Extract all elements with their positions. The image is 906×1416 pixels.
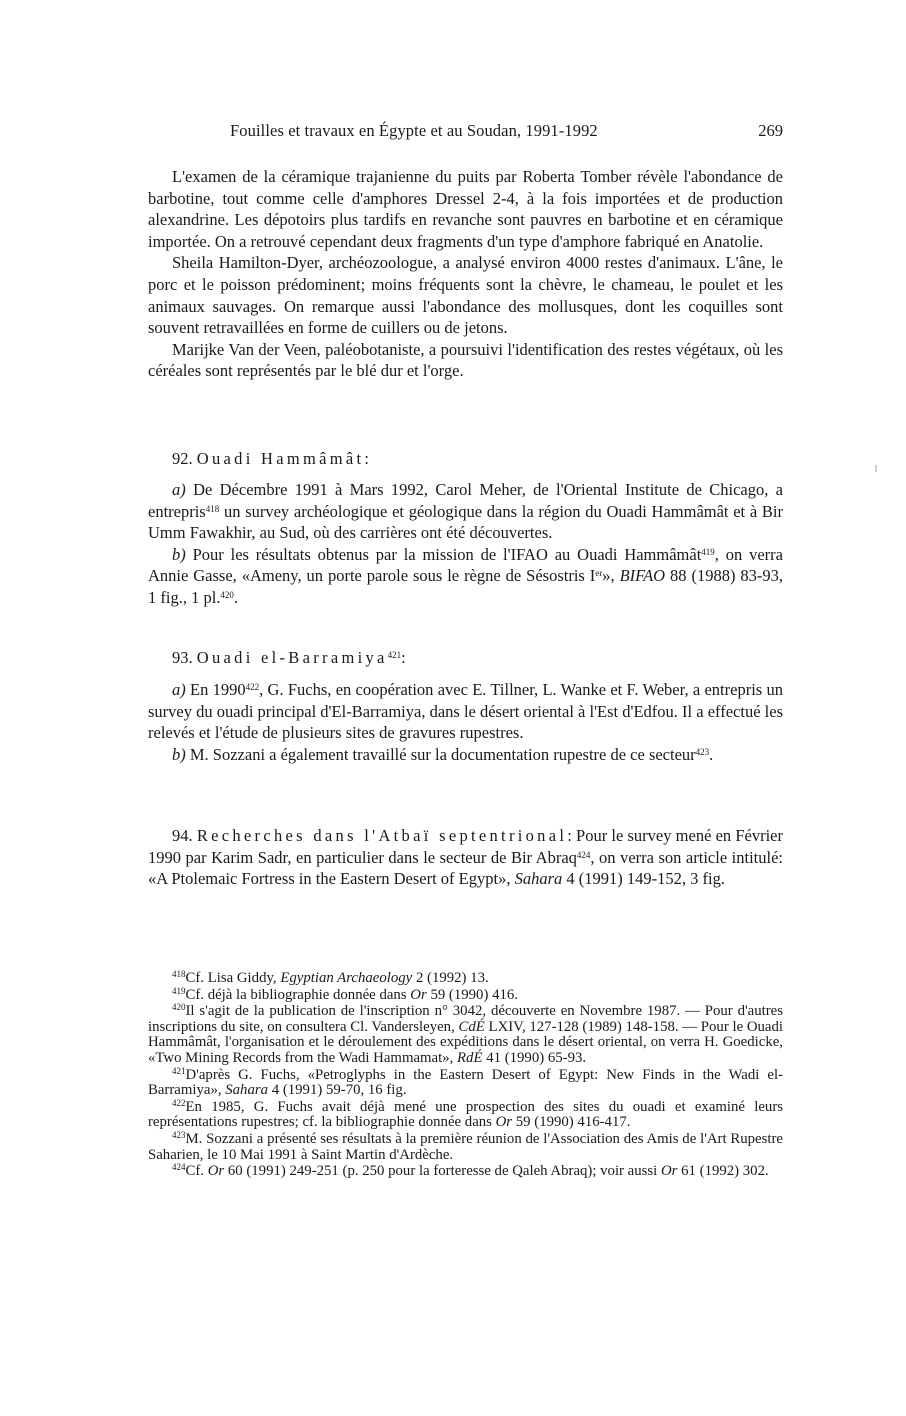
footnote-ref: 418 <box>205 503 220 514</box>
paragraph-93b: b) M. Sozzani a également travaillé sur la documentation rupestre de ce secteur$^{423}$. <box>172 744 714 764</box>
paragraph-93a: a) En 1990$^{422}$, G. Fuchs, en coopération avec E. Tillner, L. Wanke et F. Weber, a entrepris un survey du ouadi principal d'El-Barramiya, dans le désert oriental à l'Est d'Edfou. Il a effectué les relevés et l'étude de plusieurs sites de gravures rupestres. <box>148 680 783 743</box>
section-92-body <box>148 479 783 609</box>
footnote-ref: 420 <box>220 589 234 600</box>
footnotes <box>148 971 783 1181</box>
paragraph-94: 94. Recherches dans l'Atbaï septentrional: Pour le survey mené en Février 1990 par Karim Sadr, en particulier dans le secteur de Bir Abraq$^{424}$, on verra son article intitulé: «A Ptolemaic Fortress in the Eastern Desert of Egypt», Sahara 4 (1991) 149-152, 3 fig. <box>148 826 784 889</box>
running-title: Fouilles et travaux en Égypte et au Soudan, 1991-1992 <box>230 121 598 140</box>
footnote-418: $^{418}$Cf. Lisa Giddy, Egyptian Archaeology 2 (1992) 13. <box>172 969 489 986</box>
paragraph-fauna: Sheila Hamilton-Dyer, archéozoologue, a analysé environ 4000 restes d'animaux. L'âne, le porc et le poisson prédominent; moins fréquents sont la chèvre, le chameau, le poulet et les animaux sauvages. On remarque aussi l'abondance des mollusques, dont les coquilles sont souvent retravaillées en forme de cuillers ou de jetons. <box>148 253 783 338</box>
section-number: 94. <box>172 826 193 845</box>
section-93-body <box>148 679 783 765</box>
footnote-ref: 419 <box>701 546 715 557</box>
section-92-heading: 92. Ouadi Hammâmât: <box>172 449 369 468</box>
footnote-ref: 423 <box>695 746 710 757</box>
section-title: Recherches dans l'Atbaï septentrional <box>196 826 568 845</box>
section-number: 93. <box>172 648 193 667</box>
paragraph-92b: b) Pour les résultats obtenus par la mission de l'IFAO au Ouadi Hammâmât$^{419}$, on verra Annie Gasse, «Ameny, un porte parole sous le règne de Sésostris Ier», BIFAO 88 (1988) 83-93, 1 fig., 1 pl.$^{420}$. <box>148 544 784 607</box>
intro-section <box>148 166 783 382</box>
paragraph-92a: a) De Décembre 1991 à Mars 1992, Carol Meher, de l'Oriental Institute de Chicago, a entrepris$^{418}$ un survey archéologique et géologique dans la région du Ouadi Hammâmât et à Bir Umm Fawakhir, au Sud, où des carrières ont été découvertes. <box>148 480 784 543</box>
section-93-heading: 93. Ouadi el-Barramiya$^{421}$: <box>172 648 406 667</box>
section-title: Ouadi Hammâmât <box>196 449 365 468</box>
page-number: 269 <box>758 121 783 140</box>
page-header <box>148 121 783 143</box>
paragraph-ceramics: L'examen de la céramique trajanienne du puits par Roberta Tomber révèle l'abondance de barbotine, tout comme celle d'amphores Dressel 2-4, à la fois importées et de production alexandrine. Les dépotoirs plus tardifs en revanche sont pauvres en barbotine et en céramique importée. On a retrouvé cependant deux fragments d'un type d'amphore fabriqué en Anatolie. <box>148 167 783 251</box>
margin-mark <box>875 465 877 472</box>
footnote-ref: 422 <box>245 682 260 692</box>
section-number: 92. <box>172 449 193 468</box>
footnote-ref: 424 <box>576 849 591 860</box>
section-title: Ouadi el-Barramiya <box>196 648 388 667</box>
footnote-421: $^{421}$D'après G. Fuchs, «Petroglyphs in the Eastern Desert of Egypt: New Finds in the Wadi el-Barramiya», Sahara 4 (1991) 59-70, 16 fig. <box>148 1065 783 1099</box>
footnote-423: $^{423}$M. Sozzani a présenté ses résultats à la première réunion de l'Association des Amis de l'Art Rupestre Saharien, le 10 Mai 1991 à Saint Martin d'Ardèche. <box>148 1129 783 1163</box>
footnote-422: $^{422}$En 1985, G. Fuchs avait déjà mené une prospection des sites du ouadi et examiné leurs représentations rupestres; cf. la bibliographie donnée dans Or 59 (1990) 416-417. <box>148 1097 783 1131</box>
footnote-419: $^{419}$Cf. déjà la bibliographie donnée dans Or 59 (1990) 416. <box>172 985 518 1003</box>
footnote-420: $^{420}$Il s'agit de la publication de l'inscription n° 3042, découverte en Novembre 1987. — Pour d'autres inscriptions du site, on consultera Cl. Vandersleyen, CdÉ LXIV, 127-128 (1989) 148-158. — Pour le Ouadi Hammâmât, l'organisation et le déroulement des expéditions dans le désert oriental, on verra H. Goedicke, «Two Mining Records from the Wadi Hammamat», RdÉ 41 (1990) 65-93. <box>148 1002 784 1066</box>
footnote-ref: 421 <box>387 650 402 660</box>
paragraph-botany: Marijke Van der Veen, paléobotaniste, a poursuivi l'identification des restes végétaux, où les céréales sont représentés par le blé dur et l'orge. <box>148 339 783 381</box>
section-94 <box>148 825 783 890</box>
footnote-424: $^{424}$Cf. Or 60 (1991) 249-251 (p. 250 pour la forteresse de Qaleh Abraq); voir aussi Or 61 (1992) 302. <box>172 1162 769 1180</box>
